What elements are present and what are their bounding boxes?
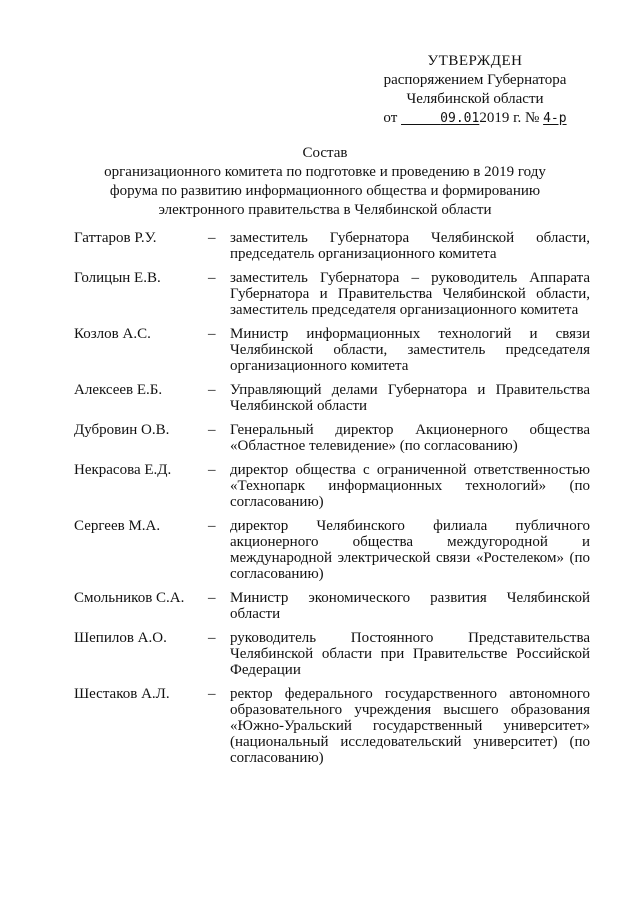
member-row (74, 518, 590, 582)
member-name: Сергеев М.А. (74, 518, 161, 534)
dash-separator: – (208, 686, 216, 702)
heading-line-2: форума по развитию информационного общества и формированию (109, 183, 541, 199)
dash-separator: – (208, 270, 216, 286)
heading-line-3: электронного правительства в Челябинской области (158, 202, 492, 218)
member-name: Шепилов А.О. (74, 630, 167, 646)
member-role: директор общества с ограниченной ответственностью «Технопарк информационных технологий» (по согласованию) (230, 462, 590, 510)
dash-separator: – (208, 630, 216, 646)
member-role: Управляющий делами Губернатора и Правительства Челябинской области (230, 382, 590, 414)
member-row (74, 462, 590, 510)
dash-separator: – (208, 518, 216, 534)
approval-stamp (360, 52, 590, 128)
dash-separator: – (208, 230, 216, 246)
dash-separator: – (208, 382, 216, 398)
member-role: руководитель Постоянного Представительства Челябинской области при Правительстве Российской Федерации (230, 630, 590, 678)
member-role: Генеральный директор Акционерного общества «Областное телевидение» (по согласованию) (230, 422, 590, 454)
document-heading (70, 144, 580, 220)
member-role: заместитель Губернатора Челябинской области, председатель организационного комитета (230, 230, 590, 262)
year-suffix: 2019 г. № (479, 110, 540, 126)
member-role: Министр информационных технологий и связи Челябинской области, заместитель председателя организационного комитета (230, 326, 590, 374)
approval-date-line (360, 109, 590, 128)
date-value: 09.01 (440, 111, 480, 126)
member-row (74, 326, 590, 374)
dash-separator: – (208, 462, 216, 478)
member-name: Дубровин О.В. (74, 422, 170, 438)
approval-title: УТВЕРЖДЕН (427, 53, 523, 69)
member-row (74, 590, 590, 622)
dash-separator: – (208, 326, 216, 342)
committee-member-list (74, 230, 590, 774)
order-number: 4-р (543, 111, 567, 126)
heading-line-1: организационного комитета по подготовке и проведению в 2019 году (104, 164, 546, 180)
dash-separator: – (208, 422, 216, 438)
member-name: Козлов А.С. (74, 326, 151, 342)
member-role: ректор федерального государственного автономного образовательного учреждения высшего образования «Южно-Уральский государственный университет» (национальный исследовательский университет) (по согласованию) (230, 686, 590, 766)
member-name: Шестаков А.Л. (74, 686, 170, 702)
member-row (74, 422, 590, 454)
member-role: директор Челябинского филиала публичного акционерного общества междугородной и международной электрической связи «Ростелеком» (по согласованию) (230, 518, 590, 582)
member-name: Некрасова Е.Д. (74, 462, 172, 478)
approval-line-1: распоряжением Губернатора (383, 72, 567, 88)
member-name: Гаттаров Р.У. (74, 230, 157, 246)
approval-line-2: Челябинской области (406, 91, 544, 107)
member-row (74, 270, 590, 318)
member-row (74, 382, 590, 414)
member-role: заместитель Губернатора – руководитель Аппарата Губернатора и Правительства Челябинской области, заместитель председателя организационного комитета (230, 270, 590, 318)
member-name: Смольников С.А. (74, 590, 185, 606)
heading-title: Состав (302, 145, 348, 161)
member-name: Голицын Е.В. (74, 270, 161, 286)
member-row (74, 630, 590, 678)
member-role: Министр экономического развития Челябинской области (230, 590, 590, 622)
member-name: Алексеев Е.Б. (74, 382, 163, 398)
member-row (74, 230, 590, 262)
dash-separator: – (208, 590, 216, 606)
member-row (74, 686, 590, 766)
date-prefix: от (383, 110, 398, 126)
